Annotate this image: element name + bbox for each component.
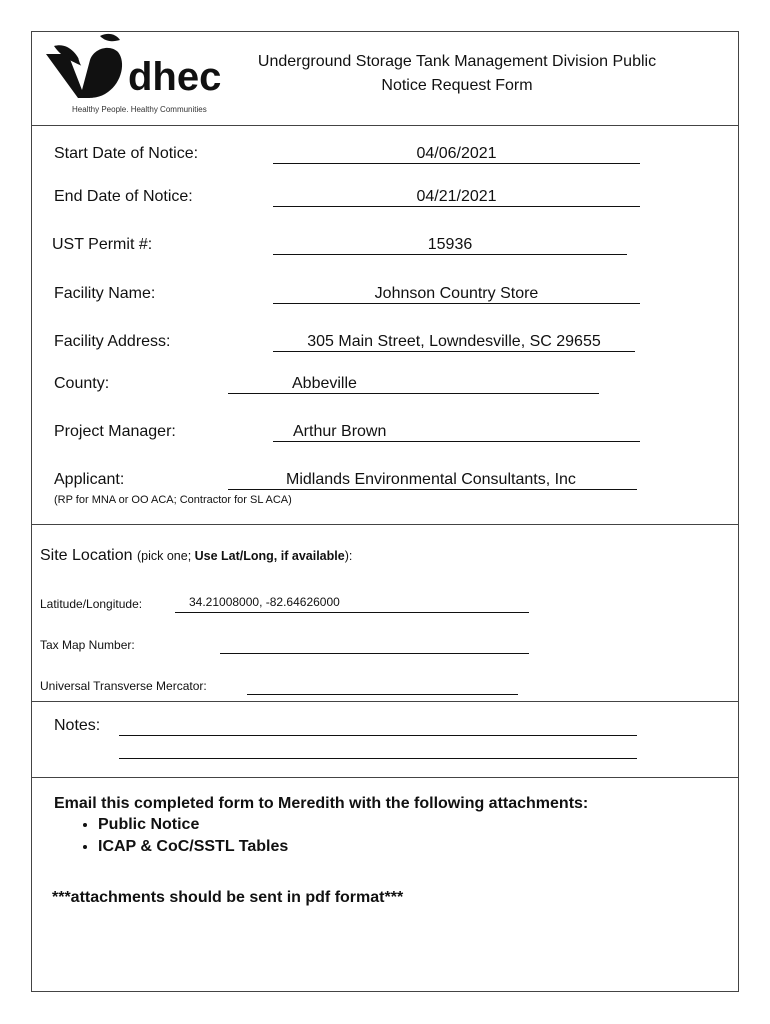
facility-address-value[interactable]: 305 Main Street, Lowndesville, SC 29655 [273,332,635,352]
start-date-value[interactable]: 04/06/2021 [273,144,640,164]
site-location-title: Site Location (pick one; Use Lat/Long, if available): [40,547,353,564]
utm-value[interactable] [247,677,518,695]
form-header [32,32,738,126]
notice-request-form [31,31,739,992]
applicant-value[interactable]: Midlands Environmental Consultants, Inc [228,470,637,490]
notes-line-2[interactable] [119,739,637,759]
latlong-value[interactable]: 34.21008000, -82.64626000 [175,595,529,613]
notes-label: Notes: [54,717,101,734]
attachment-item: • Public Notice [98,814,288,836]
end-date-value[interactable]: 04/21/2021 [273,187,640,207]
project-manager-value[interactable]: Arthur Brown [273,422,640,442]
attachment-item: • ICAP & CoC/SSTL Tables [98,836,288,858]
facility-name-value[interactable]: Johnson Country Store [273,284,640,304]
tax-map-label: Tax Map Number: [40,638,135,652]
attachments-list [78,814,288,858]
notes-section [32,702,738,778]
pdf-format-note: ***attachments should be sent in pdf format*** [52,889,404,906]
facility-section: Start Date of Notice: 04/06/2021 End Date of Notice: 04/21/2021 UST Permit #: 15936 Facility Name: Johnson Country Store Facility Address: 305 Main Street, Lowndesville, SC 29655 County: Abbeville Project Manager: Arthur Brown Applicant: Midlands Environmental Consultants, Inc (RP for MNA or OO ACA; Contractor for SL ACA) [32,126,738,525]
county-value[interactable]: Abbeville [228,374,599,394]
instructions-section [32,778,738,991]
ust-permit-value[interactable]: 15936 [273,235,627,255]
notes-line-1[interactable] [119,716,637,736]
latlong-label: Latitude/Longitude: [40,597,143,611]
tax-map-value[interactable] [220,636,529,654]
logo-tagline: Healthy People. Healthy Communities [72,105,207,114]
form-title: Underground Storage Tank Management Division Public Notice Request Form [257,53,657,94]
applicant-note: (RP for MNA or OO ACA; Contractor for SL ACA) [54,494,292,506]
site-location-section [32,525,738,702]
svg-text:dhec: dhec [128,55,222,99]
instructions-heading: Email this completed form to Meredith with the following attachments: [54,795,589,812]
utm-label: Universal Transverse Mercator: [40,679,207,693]
